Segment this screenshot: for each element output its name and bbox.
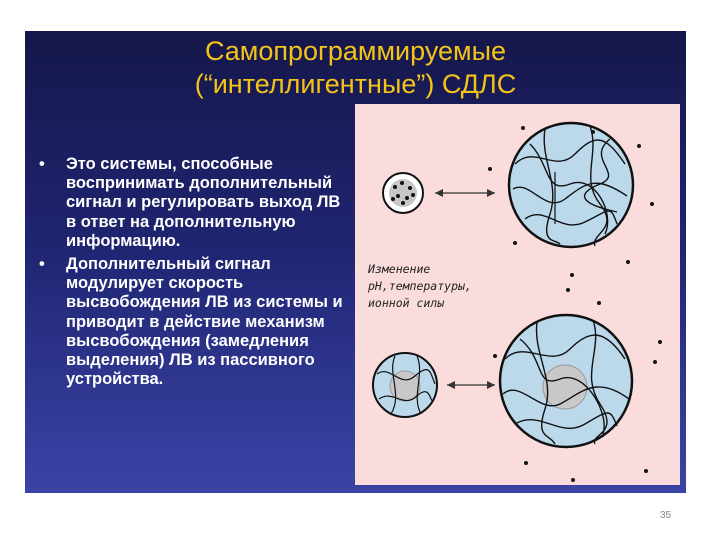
bullet-marker-1: •: [39, 155, 45, 173]
collapsed-sphere-top: [383, 173, 423, 213]
caption-line-1: Изменение: [368, 262, 431, 276]
collapsed-sphere-bottom: [373, 353, 437, 417]
caption-line-2: рН,температуры,: [368, 279, 472, 293]
bullet-text-1: Это системы, способные воспринимать дополнительный сигнал и регулировать выход ЛВ в ответ на дополнительную информацию.: [66, 155, 341, 250]
title-line-2: (“интеллигентные”) СДЛС: [194, 69, 517, 99]
swollen-sphere-top: [509, 123, 633, 247]
bullet-list: [39, 155, 344, 393]
swollen-sphere-bottom: [500, 315, 632, 447]
double-arrow-bottom: [447, 381, 495, 389]
figure-caption: [368, 261, 528, 312]
hydrogel-swelling-figure: [355, 104, 680, 485]
double-arrow-top: [435, 189, 495, 197]
title-line-1: Самопрограммируемые: [204, 36, 507, 66]
slide-title: [25, 35, 686, 101]
caption-line-3: ионной силы: [368, 296, 445, 310]
bullet-marker-2: •: [39, 255, 45, 274]
bullet-text-2: Дополнительный сигнал модулирует скорость высвобождения ЛВ из системы и приводит в действие механизм высвобождения (замедления выделения) ЛВ из пассивного устройства.: [66, 255, 343, 389]
bullet-item-2: [39, 255, 344, 389]
bullet-item-1: [39, 155, 344, 251]
page-number: 35: [660, 510, 672, 521]
